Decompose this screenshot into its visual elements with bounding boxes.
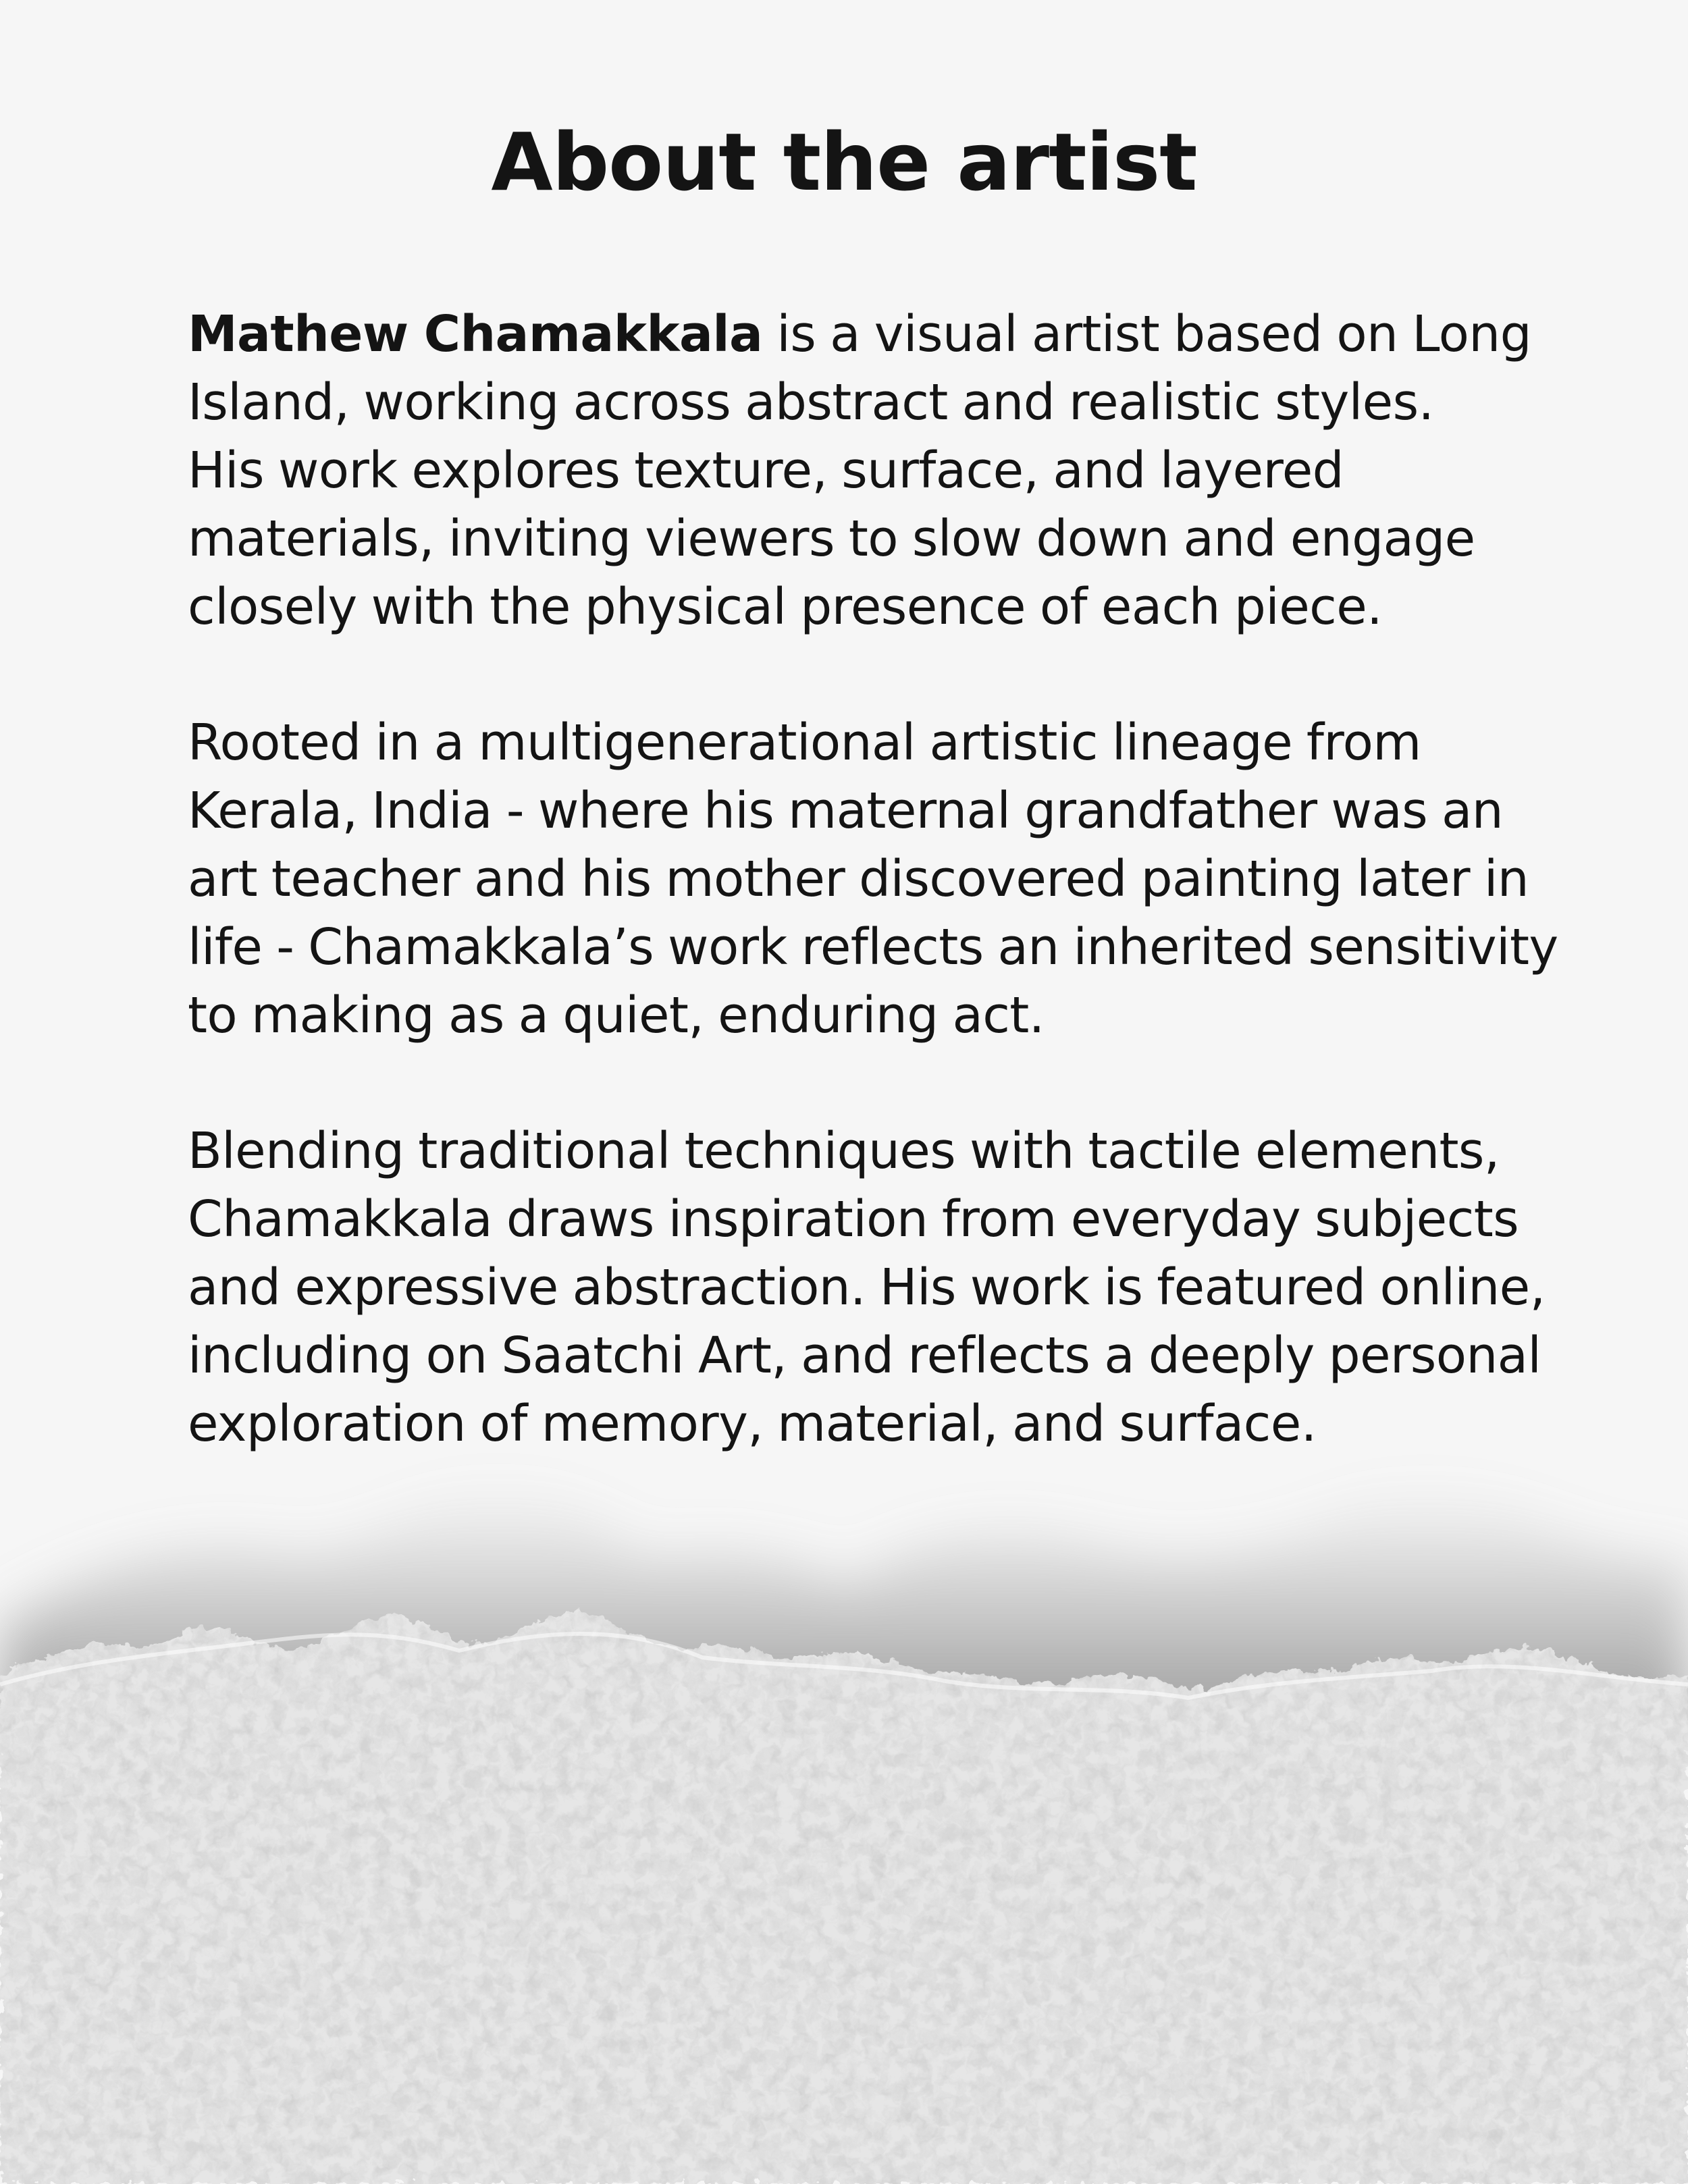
bio-line: closely with the physical presence of each piece.	[188, 578, 1383, 636]
bio-paragraph-3	[188, 1117, 1546, 1458]
artist-name: Mathew Chamakkala	[188, 305, 763, 363]
bio-line: life - Chamakkala’s work reflects an inherited sensitivity	[188, 918, 1558, 976]
bio-line: to making as a quiet, enduring act.	[188, 986, 1045, 1044]
bio-line	[188, 300, 1531, 369]
bio-line: Blending traditional techniques with tactile elements,	[188, 1122, 1500, 1180]
bio-line: Island, working across abstract and realistic styles.	[188, 373, 1434, 431]
bio-line-text: is a visual artist based on Long	[762, 305, 1531, 363]
bio-paragraph-1	[188, 300, 1531, 641]
bio-line: Rooted in a multigenerational artistic lineage from	[188, 714, 1421, 772]
bio-line: and expressive abstraction. His work is featured online,	[188, 1258, 1546, 1316]
bio-line: Kerala, India - where his maternal grandfather was an	[188, 782, 1503, 840]
bio-line: materials, inviting viewers to slow down and engage	[188, 510, 1475, 568]
bio-line: art teacher and his mother discovered painting later in	[188, 850, 1529, 908]
bio-line: including on Saatchi Art, and reflects a deeply personal	[188, 1327, 1541, 1385]
page-title: About the artist	[491, 115, 1197, 209]
artist-bio	[188, 300, 1558, 1526]
bio-line: exploration of memory, material, and surface.	[188, 1395, 1317, 1453]
bio-line: Chamakkala draws inspiration from everyday subjects	[188, 1190, 1519, 1248]
torn-paper-texture	[0, 1451, 1688, 2184]
bio-paragraph-2	[188, 709, 1558, 1050]
bio-line: His work explores texture, surface, and layered	[188, 442, 1344, 500]
